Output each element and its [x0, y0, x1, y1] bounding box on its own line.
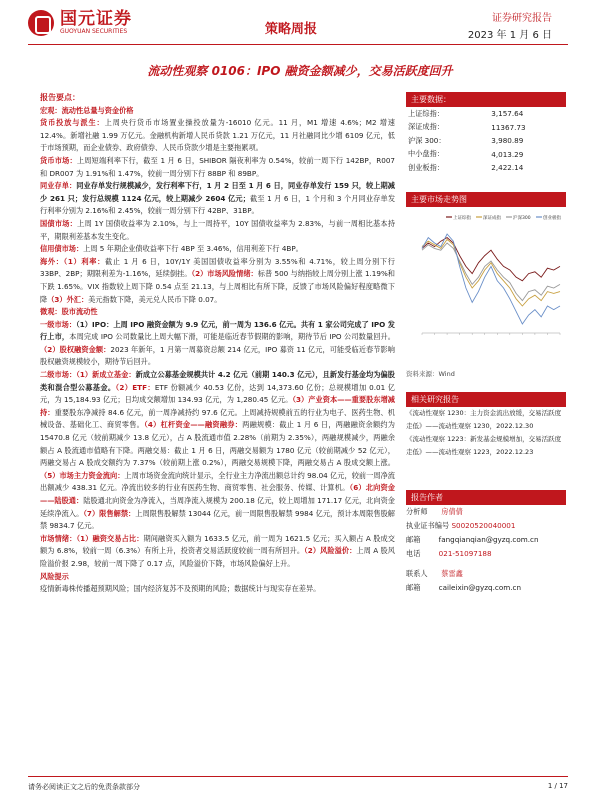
- company-logo: [28, 10, 132, 36]
- para-primary-market: 一级市场：（1）IPO：上周 IPO 融资金额为 9.9 亿元，前一周为 136.6 亿元。共有 1 家公司完成了 IPO 发行上市，本周完成 IPO 公司数量比上周大幅下滑，可能是临近春节假期的影响，期待节后 IPO 公司数量回升。（2）股权融资金额：2023 年新年，1 月第一周募资总额 214 亿元，IPO 募资 11 亿元，可能受临近春节影响股权融资规模较小，期待节后回升。: [40, 319, 395, 367]
- report-date: 2023 年 1 月 6 日: [467, 30, 552, 41]
- para-money-market: 货币市场：上周短端利率下行，截至 1 月 6 日，SHIBOR 隔夜利率为 0.54%，较前一周下行 142BP，R007 和 DR007 为 1.91%和 1.47%，较前一周分别下行 88BP 和 89BP。: [40, 155, 395, 178]
- report-title: 流动性观察 0106：IPO 融资金额减少，交易活跃度回升: [147, 64, 453, 78]
- table-row: 上证综指： 3,157.64: [408, 108, 524, 119]
- table-row: 深证成指： 11367.73: [408, 122, 526, 132]
- related-heading: 相关研究报告: [406, 392, 566, 407]
- tel-row: 电话 021-51097188: [406, 549, 492, 558]
- legend-label-1: 深证成指: [483, 216, 501, 221]
- risk-text: 疫情新毒株传播超预期风险；国内经济复苏不及预期的风险；数据统计与现实存在差异。: [40, 584, 321, 594]
- mail-row: 邮箱 fangqianqian@gyzq.com.cn: [406, 535, 539, 544]
- summary-heading: 报告要点：: [40, 93, 80, 102]
- risk-heading: 风险提示: [40, 571, 69, 581]
- license-row: 执业证书编号 S0020520040001: [406, 521, 516, 530]
- table-row: 中小盘指： 4,013.29: [408, 149, 524, 159]
- related-reports-panel: [406, 392, 566, 459]
- market-chart-svg: [406, 211, 566, 369]
- analyst-row: 分析师 房倩倩: [406, 507, 463, 516]
- para-overseas: 海外：（1）利率：截止 1 月 6 日，10Y/1Y 美国国债收益率分别为 3.55%和 4.71%，较上周分别下行 33BP、2BP；期限利差为-1.16%，延续倒挂。（2）市场风险情绪：标普 500 与纳指较上周分别上涨 1.19%和下跌 1.65%。VIX 指数较上周下降 0.54 点至 21.13，与上周相比有所下降，反馈了市场风险偏好程度略微下降（3）外汇：美元指数下降，美元兑人民币下降 0.07。: [40, 256, 395, 304]
- main-data-table: [406, 107, 566, 175]
- series-line-2: [422, 243, 560, 301]
- logo-en: GUOYUAN SECURITIES: [60, 28, 128, 35]
- table-row: 创业板指： 2,422.14: [408, 162, 524, 173]
- mail2-row: 邮箱 caileixin@gyzq.com.cn: [406, 583, 522, 592]
- logo-icon: [28, 10, 54, 36]
- para-sentiment: 市场情绪：（1）融资交易占比：期间融资买入额为 1633.5 亿元，前一周为 1621.5 亿元；买入额占 A 股成交额为 6.8%，较前一周（6.3%）有所上升，投资者交易活跃度较前一周有所回升。（2）风险溢价：上周 A 股风险溢价报 2.98，较前一周下降了 0.17 点，风险溢价下降，市场风险偏好上升。: [40, 533, 395, 568]
- report-kind: 证券研究报告: [492, 13, 552, 24]
- chart-source: 资料来源：Wind: [406, 370, 455, 378]
- logo-cn: 国元证券: [60, 9, 132, 29]
- para-money-supply: 货币投放与派生：上周央行货币市场置业操投放量为-16010 亿元。11 月，M1 增速 4.6%；M2 增速 12.4%。新增社融 1.99 万亿元。金融机构新增人民币贷款 1.21 万亿元，11 月社融同比少增 6109 亿元，低于市场预期，而企业债券、政府债券、人民币贷款少增是主要拖累项。: [40, 118, 395, 153]
- para-ncd: 同业存单：同业存单发行规模减少，发行利率下行，1 月 2 日至 1 月 6 日，同业存单发行 159 只，较上期减少 261 只；发行总规模 1124 亿元，较上期减少 2604 亿元；截至 1 月 6 日，1 个月和 3 个月同业存单发行利率分别为 2.16%和 2.45%，较前一周分别下行 42BP、31BP。: [40, 181, 396, 216]
- footer-divider: [28, 776, 568, 777]
- para-secondary-market: 二级市场：（1）新成立基金：新成立公募基金规模共计 4.2 亿元（前期 140.3 亿元），且新发行基金均为偏股类和混合型公募基金。（2）ETF：ETF 份额减少 40.53 亿份，达到 14,373.60 亿份；总规模增加 0.01 亿元，为 15,184.93 亿元；日均成交额增加 134.93 亿元，为 1,280.45 亿元。（3）产业资本——重要股东增减持：重要股东净减持 84.6 亿元，前一周净减持约 97.6 亿元。上周减持规模前五的行业为电子、医药生物、机械设备、基础化工、商贸零售。（4）杠杆资金——融资融券：两融规模：截止 1 月 6 日，两融融资余额约为 15470.8 亿元（较前期减少 13.8 亿元），占 A 股流通市值 2.28%（前期为 2.35%），两融规模减少，两融余额占 A 股流通市值略有下降。两融交易：截止 1 月 6 日，两融交易额为 1780 亿元（较前期减少 52 亿元），两融交易占 A 股成交额约为 7.37%（较前期上涨 0.2%），两融交易规模下降，两融交易占 A 股成交额上涨。（5）市场主力资金流向：上周市场资金流向统计显示，全行业主力净流出额总计约 98.04 亿元，较前一周净流出额减少 438.31 亿元。净流出较多的行业有医药生物、商贸零售、社会服务、传媒、计算机。（6）北向资金——陆股通：陆股通北向资金为净流入，当周净流入规模为 200.18 亿元，较上周增加 171.17 亿元，北向资金延续净流入。（7）限售解禁：上周限售股解禁 13044 亿元，前一周限售股解禁 9984 亿元，预计本周限售股解禁 9834.7 亿元。: [40, 370, 395, 531]
- main-data-panel: [406, 92, 566, 175]
- market-chart-panel: [406, 192, 566, 378]
- analyst-panel: [406, 490, 566, 595]
- series-line-1: [422, 239, 560, 306]
- para-treasury: 国债市场：上周 1Y 国债收益率为 2.10%，与上一周持平，10Y 国债收益率为 2.83%，与前一周相比基本持平，期限利差基本发生变化。: [40, 218, 395, 241]
- series-line-0: [422, 238, 560, 281]
- macro-heading: 宏观：流动性总量与资金价格: [40, 105, 134, 115]
- page-number: 1 / 17: [547, 782, 568, 790]
- report-type: 策略周报: [265, 22, 318, 37]
- micro-heading: 微观：股市流动性: [40, 307, 98, 317]
- summary-column: [40, 92, 395, 596]
- disclaimer-note: 请务必阅读正文之后的免责条款部分: [28, 783, 140, 791]
- related-item[interactable]: 《流动性观察 1223：新发基金规模增加，交易活跃度走低》——流动性观察 1223，2022.12.23: [406, 435, 562, 456]
- market-chart-heading: 主要市场走势图: [406, 192, 566, 207]
- main-data-heading: 主要数据：: [406, 92, 566, 107]
- contact-row: 联系人 蔡雷鑫: [406, 569, 463, 578]
- page-header: [0, 0, 600, 46]
- header-divider: [28, 44, 568, 45]
- table-row: 沪深 300： 3,980.89: [408, 135, 524, 146]
- legend-label-0: 上证综指: [453, 216, 471, 221]
- legend-label-3: 创业板指: [543, 216, 561, 221]
- analyst-heading: 报告作者: [406, 490, 566, 505]
- related-item[interactable]: 《流动性观察 1230：主力资金流出放缓，交易活跃度走低》——流动性观察 1230，2022.12.30: [406, 409, 562, 430]
- market-chart: [406, 211, 566, 369]
- para-credit: 信用债市场：上周 5 年期企业债收益率下行 4BP 至 3.46%，信用利差下行 4BP。: [40, 244, 303, 254]
- legend-label-2: 沪深300: [513, 216, 531, 221]
